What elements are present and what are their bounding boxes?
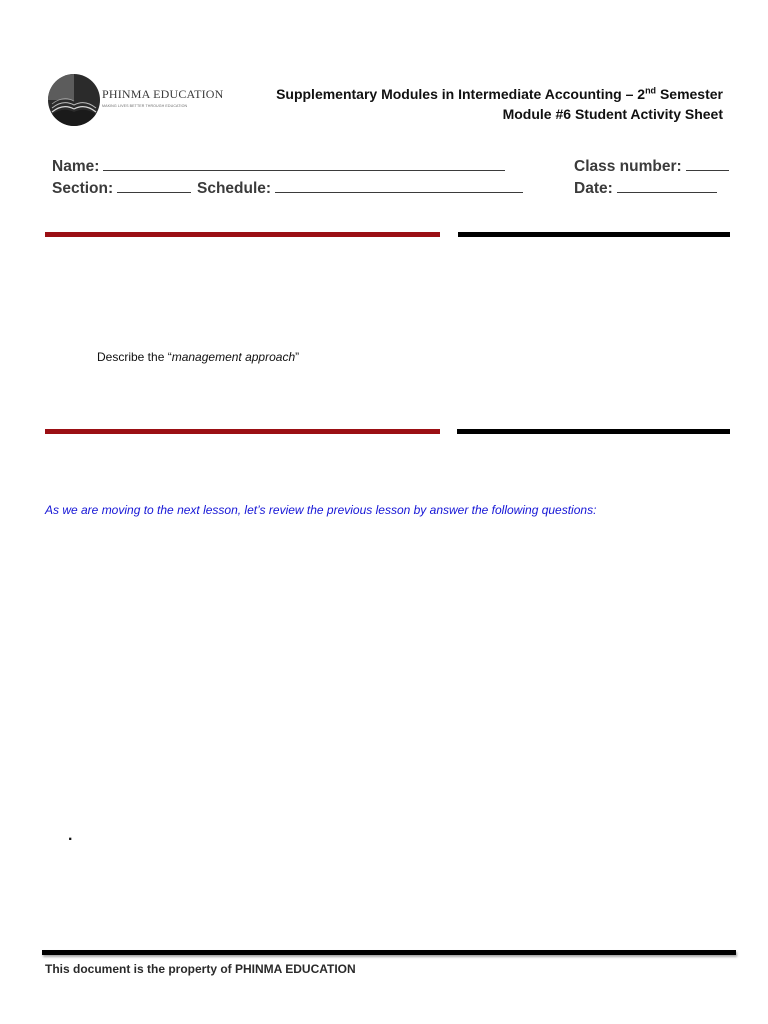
- phinma-logo: [48, 72, 224, 128]
- footer-rule: [42, 950, 736, 955]
- globe-book-icon: [48, 72, 100, 128]
- class-number-field-row: [574, 156, 729, 176]
- section-divider-black-bottom: [457, 429, 730, 434]
- class-number-blank[interactable]: [686, 156, 729, 171]
- header-title-line1: [276, 84, 723, 104]
- section-divider-red-bottom: [45, 429, 440, 434]
- bullet-mark: .: [68, 827, 73, 844]
- name-field-row: [52, 156, 505, 176]
- instruction-text: [97, 350, 299, 364]
- title-semester: Semester: [656, 86, 723, 102]
- instruction-emphasis: management approach: [171, 350, 296, 364]
- instruction-suffix: ”: [295, 350, 300, 364]
- section-divider-red-top: [45, 232, 440, 237]
- section-divider-black-top: [458, 232, 730, 237]
- logo-tagline: MAKING LIVES BETTER THROUGH EDUCATION: [102, 104, 188, 108]
- header-title: [276, 84, 723, 124]
- date-blank[interactable]: [617, 178, 717, 193]
- name-label: Name:: [52, 158, 100, 175]
- schedule-label: Schedule:: [197, 180, 272, 197]
- section-blank[interactable]: [117, 178, 191, 193]
- schedule-blank[interactable]: [275, 178, 523, 193]
- section-field-row: [52, 178, 191, 198]
- title-text: Supplementary Modules in Intermediate Accounting – 2: [276, 86, 646, 102]
- instruction-prefix: Describe the “: [97, 350, 172, 364]
- class-number-label: Class number:: [574, 158, 682, 175]
- logo-name: PHINMA EDUCATION: [102, 87, 224, 101]
- schedule-field-row: [197, 178, 523, 198]
- date-field-row: [574, 178, 717, 198]
- date-label: Date:: [574, 180, 613, 197]
- footer-text: This document is the property of PHINMA EDUCATION: [45, 962, 356, 976]
- section-label: Section:: [52, 180, 114, 197]
- title-superscript: nd: [645, 85, 657, 96]
- review-note: As we are moving to the next lesson, let’s review the previous lesson by answer the following questions:: [45, 503, 597, 517]
- header-title-line2: Module #6 Student Activity Sheet: [502, 106, 723, 122]
- name-blank[interactable]: [103, 156, 505, 171]
